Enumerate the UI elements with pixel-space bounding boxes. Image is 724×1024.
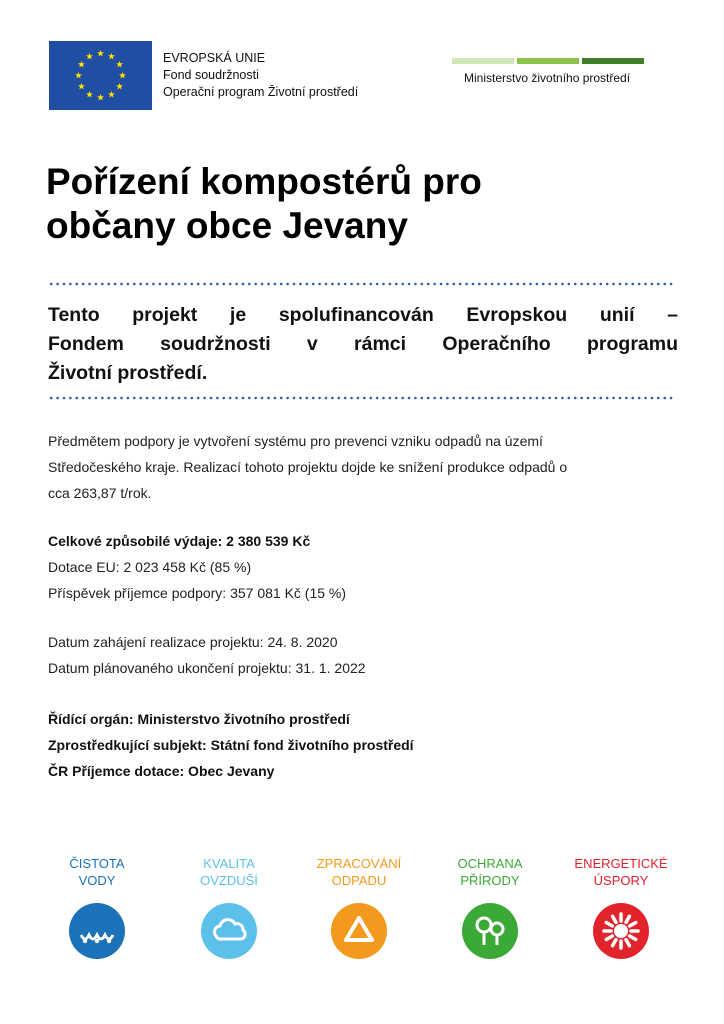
title-line-1: Pořízení kompostérů pro — [46, 161, 482, 202]
water-drops-icon — [69, 903, 125, 959]
topic-nature — [435, 855, 545, 959]
funding-line-1: Tento projekt je spolufinancován Evropskou unií – — [48, 304, 678, 326]
topic-waste-line-2: ODPADU — [331, 873, 387, 888]
sun-ray-icon — [626, 940, 630, 946]
description-line-2: Středočeského kraje. Realizací tohoto projektu dojde ke snížení produkce odpadů o — [48, 459, 568, 475]
topic-waste — [304, 855, 414, 959]
bodies-section — [48, 706, 414, 784]
ministry-bar-mid — [517, 58, 579, 64]
end-date: Datum plánovaného ukončení projektu: 31. 1. 2022 — [48, 660, 366, 676]
intermediate-body: Zprostředkující subjekt: Státní fond životního prostředí — [48, 737, 414, 753]
recycle-triangle-icon — [331, 903, 387, 959]
eu-program-text — [163, 50, 358, 101]
topic-air-line-2: OVZDUŠÍ — [200, 873, 258, 888]
recipient-contribution: Příspěvek příjemce podpory: 357 081 Kč (15 %) — [48, 585, 347, 601]
page-title — [46, 160, 686, 248]
sun-ray-icon — [630, 936, 636, 940]
eu-star-icon — [116, 83, 123, 90]
sun-ray-icon — [613, 916, 617, 922]
topic-water-line-2: VODY — [78, 873, 116, 888]
grant-recipient: ČR Příjemce dotace: Obec Jevany — [48, 763, 275, 779]
topic-water-line-1: ČISTOTA — [69, 856, 125, 871]
eu-star-icon — [75, 72, 82, 79]
managing-authority: Řídící orgán: Ministerstvo životního prostředí — [48, 711, 350, 727]
cloud-icon — [201, 903, 257, 959]
eu-star-icon — [78, 61, 85, 68]
total-costs: Celkové způsobilé výdaje: 2 380 539 Kč — [48, 533, 311, 549]
topic-energy — [566, 855, 676, 959]
dates-section — [48, 629, 366, 681]
sun-icon — [593, 903, 649, 959]
topic-energy-line-1: ENERGETICKÉ — [574, 856, 668, 871]
ministry-logo-bars — [452, 58, 644, 64]
eu-flag-icon — [49, 41, 152, 110]
topic-air-line-1: KVALITA — [203, 856, 255, 871]
eu-line-3: Operační program Životní prostředí — [163, 85, 359, 99]
ministry-bar-light — [452, 58, 514, 64]
funding-statement — [48, 301, 678, 388]
start-date: Datum zahájení realizace projektu: 24. 8. 2020 — [48, 634, 338, 650]
topic-water — [42, 855, 152, 959]
eu-star-icon — [97, 50, 104, 57]
eu-star-icon — [86, 91, 93, 98]
topic-nature-line-2: PŘÍRODY — [460, 873, 520, 888]
eu-star-icon — [116, 61, 123, 68]
eu-subsidy: Dotace EU: 2 023 458 Kč (85 %) — [48, 559, 252, 575]
sun-ray-icon — [630, 923, 636, 927]
ministry-bar-dark — [582, 58, 644, 64]
sun-ray-icon — [626, 916, 630, 922]
eu-star-icon — [119, 72, 126, 79]
sun-ray-icon — [613, 940, 617, 946]
description-line-1: Předmětem podpory je vytvoření systému pro prevenci vzniku odpadů na území — [48, 433, 543, 449]
topic-waste-label — [304, 855, 414, 895]
eu-line-2: Fond soudržnosti — [163, 68, 259, 82]
eu-star-icon — [108, 53, 115, 60]
dotted-divider-bottom — [48, 396, 676, 400]
title-line-2: občany obce Jevany — [46, 205, 408, 246]
topic-energy-label — [566, 855, 676, 895]
topic-air-label — [174, 855, 284, 895]
ministry-name: Ministerstvo životního prostředí — [464, 71, 631, 85]
eu-star-icon — [97, 94, 104, 101]
eu-star-icon — [108, 91, 115, 98]
topic-nature-label — [435, 855, 545, 895]
eu-star-icon — [86, 53, 93, 60]
sun-ray-icon — [606, 923, 612, 927]
topic-air — [174, 855, 284, 959]
topic-water-label — [42, 855, 152, 895]
funding-line-3: Životní prostředí. — [48, 362, 208, 384]
project-description — [48, 428, 668, 506]
finance-section — [48, 528, 346, 606]
dotted-divider-top — [48, 282, 676, 286]
eu-star-icon — [78, 83, 85, 90]
trees-icon — [462, 903, 518, 959]
topic-nature-line-1: OCHRANA — [457, 856, 523, 871]
funding-line-2: Fondem soudržnosti v rámci Operačního programu — [48, 333, 678, 355]
sun-ray-icon — [606, 936, 612, 940]
eu-line-1: EVROPSKÁ UNIE — [163, 51, 266, 65]
description-line-3: cca 263,87 t/rok. — [48, 485, 152, 501]
topic-waste-line-1: ZPRACOVÁNÍ — [316, 856, 402, 871]
topic-energy-line-2: ÚSPORY — [593, 873, 649, 888]
